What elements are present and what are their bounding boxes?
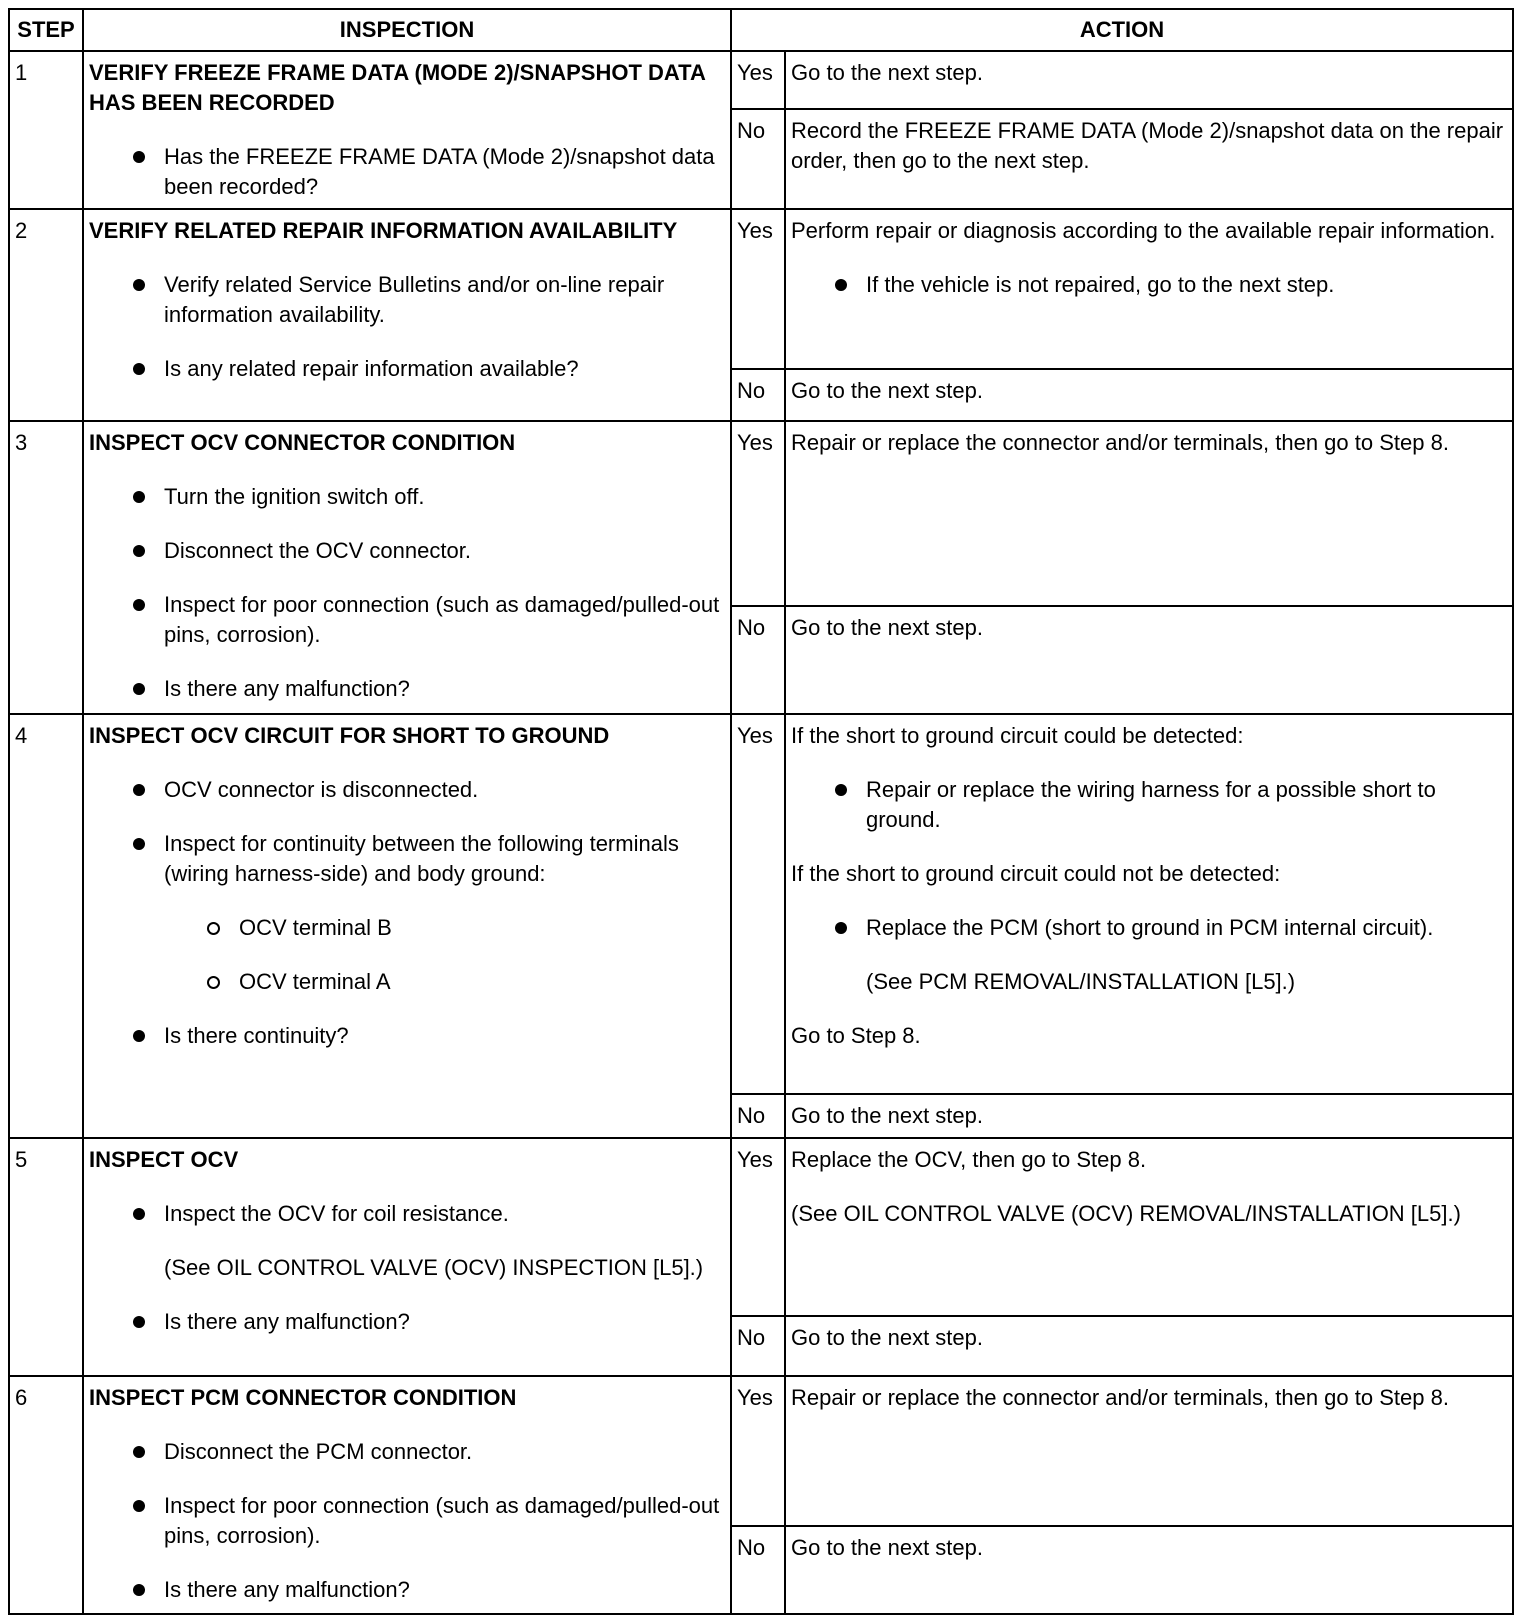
yes-action-reference: (See OIL CONTROL VALVE (OCV) REMOVAL/INSTALLATION [L5].) [791, 1201, 1461, 1226]
inspection-title: INSPECT OCV [89, 1147, 239, 1172]
table-row [9, 421, 1513, 606]
header-row [9, 9, 1513, 51]
inspection-sub-bullet: OCV terminal A [89, 967, 726, 997]
yes-action-text: If the short to ground circuit could be detected: [791, 723, 1244, 748]
step-number: 2 [9, 209, 83, 421]
inspection-reference: (See OIL CONTROL VALVE (OCV) INSPECTION [L5].) [164, 1255, 704, 1280]
step-number: 1 [9, 51, 83, 209]
yes-label: Yes [731, 714, 785, 1094]
table-row [9, 714, 1513, 1094]
table-row [9, 1138, 1513, 1316]
no-label: No [731, 109, 785, 209]
yes-label: Yes [731, 51, 785, 109]
step-number: 4 [9, 714, 83, 1138]
yes-action-text: Go to Step 8. [791, 1023, 921, 1048]
inspection-bullet: Disconnect the PCM connector. [89, 1437, 726, 1467]
yes-action-reference: (See PCM REMOVAL/INSTALLATION [L5].) [866, 969, 1296, 994]
step-number: 6 [9, 1376, 83, 1614]
inspection-cell [83, 209, 731, 421]
inspection-title: VERIFY FREEZE FRAME DATA (MODE 2)/SNAPSHOT DATA HAS BEEN RECORDED [89, 60, 706, 115]
yes-action-text: If the short to ground circuit could not be detected: [791, 861, 1281, 886]
inspection-cell [83, 714, 731, 1138]
table-row [9, 51, 1513, 109]
inspection-cell [83, 51, 731, 209]
yes-action-cell [785, 714, 1513, 1094]
inspection-title: INSPECT OCV CONNECTOR CONDITION [89, 430, 516, 455]
no-label: No [731, 1316, 785, 1376]
step-number: 5 [9, 1138, 83, 1376]
yes-label: Yes [731, 1138, 785, 1316]
inspection-bullet: Is there any malfunction? [89, 1307, 726, 1337]
inspection-bullet: Verify related Service Bulletins and/or on-line repair information availability. [89, 270, 726, 330]
table-row [9, 1376, 1513, 1526]
inspection-bullet: OCV connector is disconnected. [89, 775, 726, 805]
yes-action: Replace the OCV, then go to Step 8. [791, 1147, 1147, 1172]
no-action: Go to the next step. [785, 1316, 1513, 1376]
inspection-title: INSPECT PCM CONNECTOR CONDITION [89, 1385, 517, 1410]
no-action: Record the FREEZE FRAME DATA (Mode 2)/snapshot data on the repair order, then go to the next step. [785, 109, 1513, 209]
yes-action: Go to the next step. [785, 51, 1513, 109]
no-label: No [731, 369, 785, 421]
inspection-bullet: Is any related repair information available? [89, 354, 726, 384]
no-label: No [731, 1526, 785, 1614]
yes-label: Yes [731, 209, 785, 369]
no-action: Go to the next step. [785, 606, 1513, 714]
diagnostic-table [8, 8, 1514, 1615]
yes-action: Repair or replace the connector and/or terminals, then go to Step 8. [785, 421, 1513, 606]
no-label: No [731, 1094, 785, 1138]
inspection-bullet: Is there any malfunction? [89, 674, 726, 704]
yes-action-bullet: Replace the PCM (short to ground in PCM internal circuit). [791, 913, 1508, 943]
yes-action-bullet: If the vehicle is not repaired, go to the next step. [791, 270, 1508, 300]
yes-action: Perform repair or diagnosis according to the available repair information. [791, 218, 1496, 243]
header-inspection: INSPECTION [83, 9, 731, 51]
inspection-cell [83, 421, 731, 714]
inspection-bullet: Is there continuity? [89, 1021, 726, 1051]
inspection-title: INSPECT OCV CIRCUIT FOR SHORT TO GROUND [89, 723, 610, 748]
inspection-bullet: Has the FREEZE FRAME DATA (Mode 2)/snapshot data been recorded? [89, 142, 726, 202]
inspection-title: VERIFY RELATED REPAIR INFORMATION AVAILABILITY [89, 218, 678, 243]
step-number: 3 [9, 421, 83, 714]
yes-action-bullet: Repair or replace the wiring harness for a possible short to ground. [791, 775, 1508, 835]
inspection-bullet: Inspect for poor connection (such as damaged/pulled-out pins, corrosion). [89, 590, 726, 650]
header-action: ACTION [731, 9, 1513, 51]
table-row [9, 209, 1513, 369]
no-action: Go to the next step. [785, 1526, 1513, 1614]
no-action: Go to the next step. [785, 369, 1513, 421]
inspection-bullet: Inspect for continuity between the following terminals (wiring harness-side) and body ground: [89, 829, 726, 889]
inspection-bullet: Inspect for poor connection (such as damaged/pulled-out pins, corrosion). [89, 1491, 726, 1551]
inspection-sub-bullet: OCV terminal B [89, 913, 726, 943]
inspection-bullet: Disconnect the OCV connector. [89, 536, 726, 566]
inspection-bullet: Inspect the OCV for coil resistance. [89, 1199, 726, 1229]
inspection-cell [83, 1138, 731, 1376]
inspection-cell [83, 1376, 731, 1614]
inspection-bullet: Is there any malfunction? [89, 1575, 726, 1605]
yes-label: Yes [731, 1376, 785, 1526]
yes-action: Repair or replace the connector and/or terminals, then go to Step 8. [785, 1376, 1513, 1526]
yes-action-cell [785, 209, 1513, 369]
no-label: No [731, 606, 785, 714]
inspection-bullet: Turn the ignition switch off. [89, 482, 726, 512]
yes-label: Yes [731, 421, 785, 606]
yes-action-cell [785, 1138, 1513, 1316]
header-step: STEP [9, 9, 83, 51]
no-action: Go to the next step. [785, 1094, 1513, 1138]
